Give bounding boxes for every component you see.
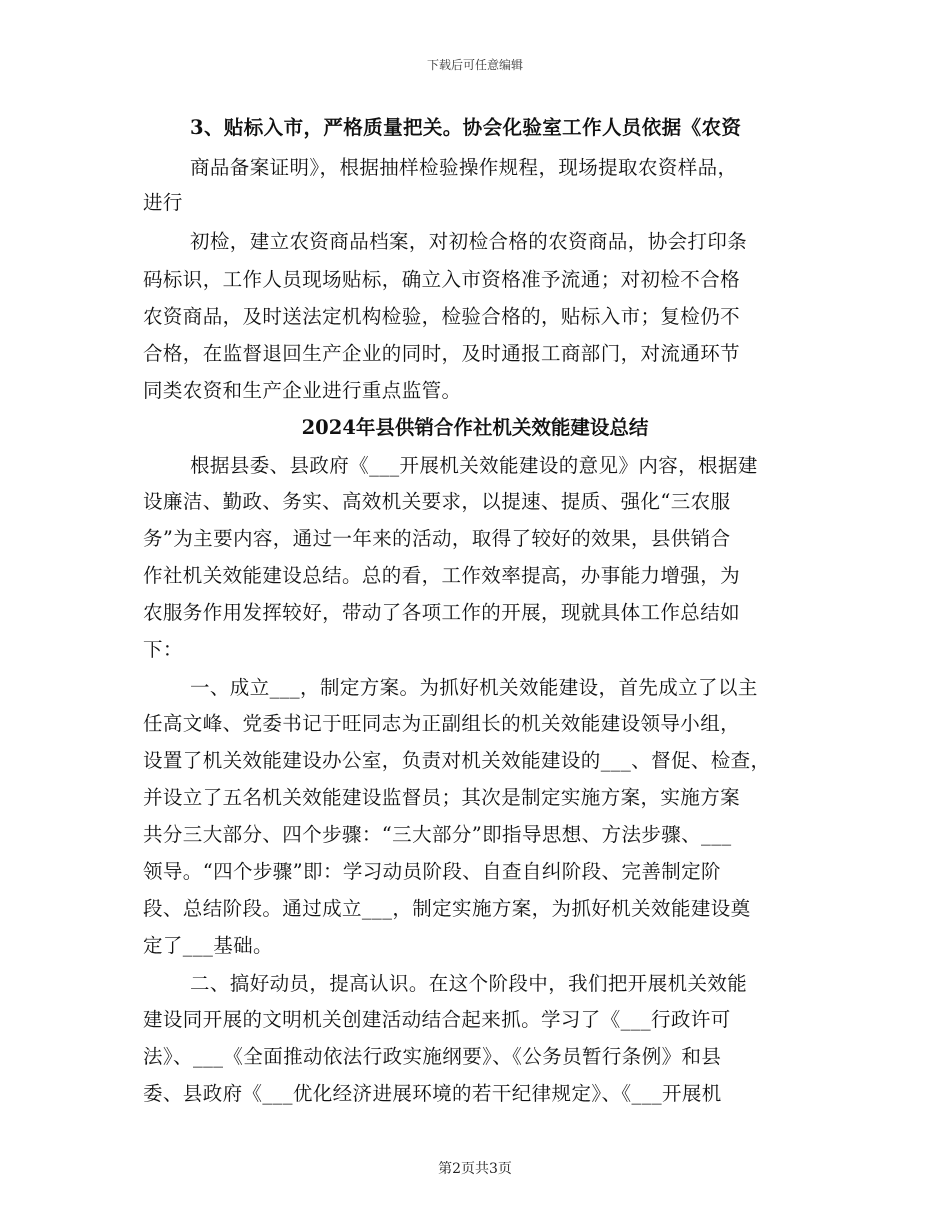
section3-line: 码标识，工作人员现场贴标，确立入市资格准予流通；对初检不合格 — [143, 268, 741, 291]
article-title: 2024年县供销合作社机关效能建设总结 — [301, 416, 649, 439]
part1-line: 一、成立___，制定方案。为抓好机关效能建设，首先成立了以主 — [190, 676, 758, 699]
header-note: 下载后可任意编辑 — [426, 58, 523, 72]
intro-line: 设廉洁、勤政、务实、高效机关要求，以提速、提质、强化“三农服 — [143, 490, 731, 513]
section3-line: 商品备案证明》，根据抽样检验操作规程，现场提取农资样品， — [190, 156, 738, 179]
section3-line: 进行 — [143, 191, 183, 214]
section3-line: 合格，在监督退回生产企业的同时，及时通报工商部门，对流通环节 — [143, 342, 741, 365]
section3-line: 农资商品，及时送法定机构检验，检验合格的，贴标入市；复检仍不 — [143, 305, 741, 328]
intro-line: 务”为主要内容，通过一年来的活动，取得了较好的效果，县供销合 — [143, 527, 731, 550]
intro-line: 根据县委、县政府《___开展机关效能建设的意见》内容，根据建 — [190, 454, 758, 477]
section3-line: 初检，建立农资商品档案，对初检合格的农资商品，协会打印条 — [190, 230, 748, 253]
intro-line: 农服务作用发挥较好，带动了各项工作的开展，现就具体工作总结如 — [143, 601, 741, 624]
part2-line: 委、县政府《___优化经济进展环境的若干纪律规定》、《___开展机 — [143, 1082, 722, 1105]
intro-line: 下： — [143, 638, 183, 661]
page-number: 第2页共3页 — [438, 1161, 512, 1177]
section3-line: 3、贴标入市，严格质量把关。协会化验室工作人员依据《农资 — [190, 116, 742, 139]
part1-line: 设置了机关效能建设办公室，负责对机关效能建设的___、督促、检查， — [143, 749, 771, 772]
part2-line: 建设同开展的文明机关创建活动结合起来抓。学习了《___行政许可 — [143, 1008, 731, 1031]
part2-line: 二、搞好动员，提高认识。在这个阶段中，我们把开展机关效能 — [190, 972, 748, 995]
section3-line: 同类农资和生产企业进行重点监管。 — [143, 379, 462, 402]
part1-line: 领导。“四个步骤”即：学习动员阶段、自查自纠阶段、完善制定阶 — [143, 860, 721, 883]
part1-line: 共分三大部分、四个步骤：“三大部分”即指导思想、方法步骤、___ — [143, 823, 732, 846]
part1-line: 任高文峰、党委书记于旺同志为正副组长的机关效能建设领导小组， — [143, 712, 741, 735]
part2-line: 法》、___《全面推动依法行政实施纲要》、《公务员暂行条例》和县 — [143, 1045, 722, 1068]
part1-line: 段、总结阶段。通过成立___，制定实施方案，为抓好机关效能建设奠 — [143, 897, 751, 920]
part1-line: 定了___基础。 — [143, 934, 273, 957]
intro-line: 作社机关效能建设总结。总的看，工作效率提高，办事能力增强，为 — [143, 564, 741, 587]
part1-line: 并设立了五名机关效能建设监督员；其次是制定实施方案，实施方案 — [143, 786, 741, 809]
